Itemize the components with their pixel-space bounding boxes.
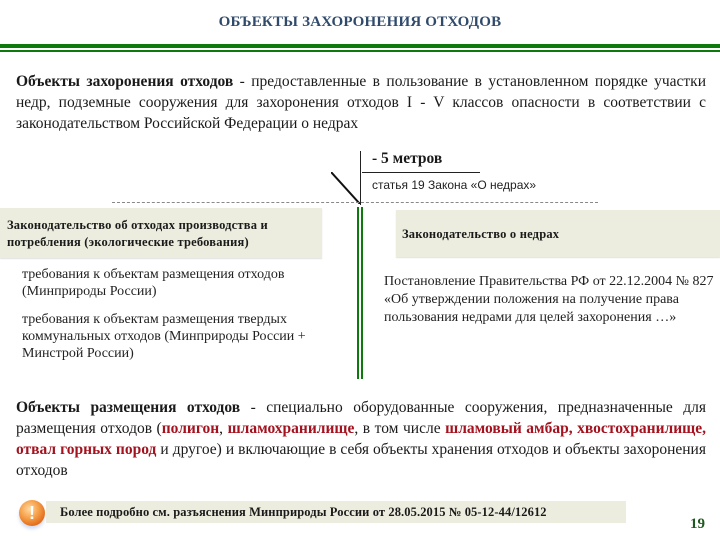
column-divider-line-b (361, 207, 363, 379)
depth-value: - 5 метров (372, 150, 443, 167)
depth-source: статья 19 Закона «О недрах» (372, 178, 537, 192)
highlight-landfill: полигон (161, 420, 220, 437)
title-divider-thin (0, 50, 720, 52)
definition-placement-objects (16, 397, 706, 481)
highlight-other-facilities: шламовый амбар, хвостохранилище, отвал горных пород (16, 420, 707, 458)
subsoil-legislation-box (396, 210, 720, 257)
right-list-item: Постановление Правительства РФ от 22.12.2004 № 827 «Об утверждении положения на получение права пользования недрами для целей захоронения …» (384, 274, 714, 325)
exclamation-icon: ! (19, 500, 45, 526)
column-divider-line-a (357, 207, 359, 379)
depth-marker-diagonal-icon (331, 172, 361, 204)
reference-note-text: Более подробно см. разъяснения Минприроды России от 28.05.2015 № 05-12-44/12612 (60, 505, 547, 519)
definition-term: Объекты размещения отходов (16, 399, 241, 416)
highlight-sludge-storage: шламохранилище (227, 420, 355, 437)
subsoil-legislation-heading: Законодательство о недрах (402, 227, 560, 241)
waste-legislation-heading: Законодательство об отходах производства и потребления (экологические требования) (7, 218, 268, 249)
definition-disposal-objects (16, 71, 706, 134)
slide-title: ОБЪЕКТЫ ЗАХОРОНЕНИЯ ОТХОДОВ (218, 14, 502, 30)
separator: , (219, 420, 228, 437)
definition-text: - предоставленные в пользование в установленном порядке участки недр, подземные сооружения для захоронения отходов I - V классов опасности в соответствии с законодательством Российской Федерации о недрах (16, 73, 706, 132)
left-list-item: требования к объектам размещения отходов (Минприроды России) (22, 267, 285, 299)
reference-note-box (46, 501, 626, 523)
waste-legislation-box (0, 208, 322, 258)
ground-level-dashed-line (112, 202, 598, 203)
definition-term: Объекты захоронения отходов (16, 73, 234, 90)
definition-text: , в том числе (354, 420, 446, 437)
depth-marker-horizontal-line (362, 172, 480, 173)
definition-text: и другое) и включающие в себя объекты хранения отходов и объекты захоронения отходов (16, 441, 706, 479)
page-number: 19 (690, 516, 705, 532)
left-list-item: требования к объектам размещения твердых коммунальных отходов (Минприроды России + Минстрой России) (22, 312, 306, 361)
title-divider-thick (0, 44, 720, 48)
definition-text: - специально оборудованные сооружения, предназначенные для размещения отходов ( (16, 399, 707, 437)
